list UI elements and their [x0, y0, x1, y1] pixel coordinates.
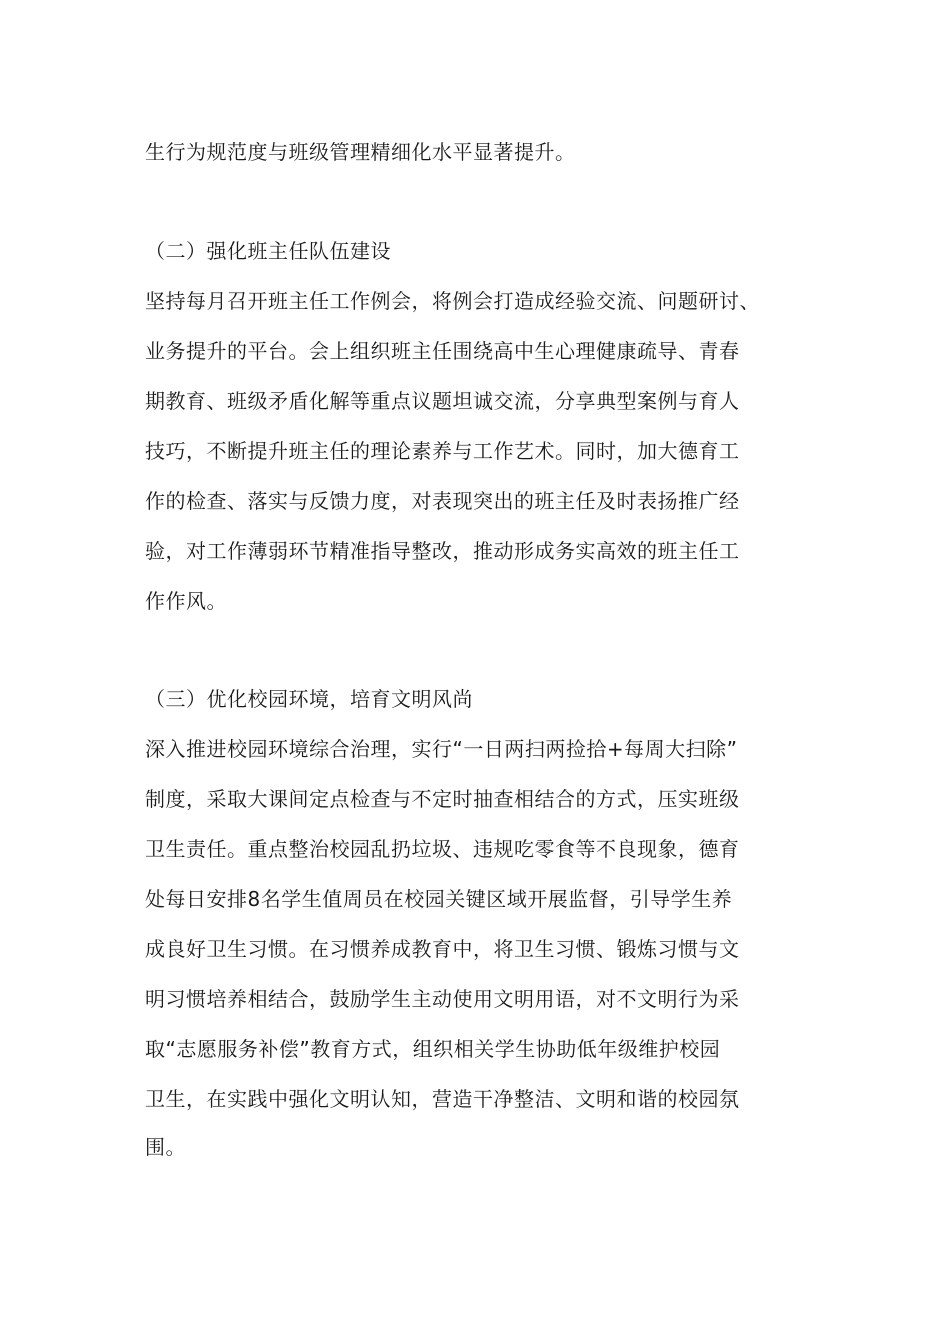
section-3-line: 卫生，在实践中强化文明认知，营造干净整洁、文明和谐的校园氛 — [145, 1087, 740, 1111]
section-2-line: 技巧，不断提升班主任的理论素养与工作艺术。同时，加大德育工 — [145, 439, 740, 463]
section-2-line: 期教育、班级矛盾化解等重点议题坦诚交流，分享典型案例与育人 — [145, 389, 740, 413]
section-2-line: 作作风。 — [145, 589, 227, 613]
section-3-line: 围。 — [145, 1135, 186, 1159]
section-2-heading: （二）强化班主任队伍建设 — [145, 239, 391, 263]
section-3-line: 处每日安排8名学生值周员在校园关键区域开展监督，引导学生养 — [145, 887, 733, 911]
section-3-line: 成良好卫生习惯。在习惯养成教育中，将卫生习惯、锻炼习惯与文 — [145, 937, 740, 961]
section-2-line: 坚持每月召开班主任工作例会，将例会打造成经验交流、问题研讨、 — [145, 289, 760, 313]
section-2-line: 作的检查、落实与反馈力度，对表现突出的班主任及时表扬推广经 — [145, 489, 740, 513]
section-2-line: 验，对工作薄弱环节精准指导整改，推动形成务实高效的班主任工 — [145, 539, 740, 563]
section-3-line: 制度，采取大课间定点检查与不定时抽查相结合的方式，压实班级 — [145, 787, 740, 811]
section-3-line: 取“志愿服务补偿”教育方式，组织相关学生协助低年级维护校园 — [145, 1037, 721, 1061]
section-2-line: 业务提升的平台。会上组织班主任围绕高中生心理健康疏导、青春 — [145, 339, 740, 363]
section-3-heading: （三）优化校园环境，培育文明风尚 — [145, 687, 473, 711]
section-3-line: 深入推进校园环境综合治理，实行“一日两扫两捡拾+每周大扫除” — [145, 737, 738, 761]
section-3-line: 卫生责任。重点整治校园乱扔垃圾、违规吃零食等不良现象，德育 — [145, 837, 740, 861]
section-3-line: 明习惯培养相结合，鼓励学生主动使用文明用语，对不文明行为采 — [145, 987, 740, 1011]
intro-line: 生行为规范度与班级管理精细化水平显著提升。 — [145, 140, 576, 164]
